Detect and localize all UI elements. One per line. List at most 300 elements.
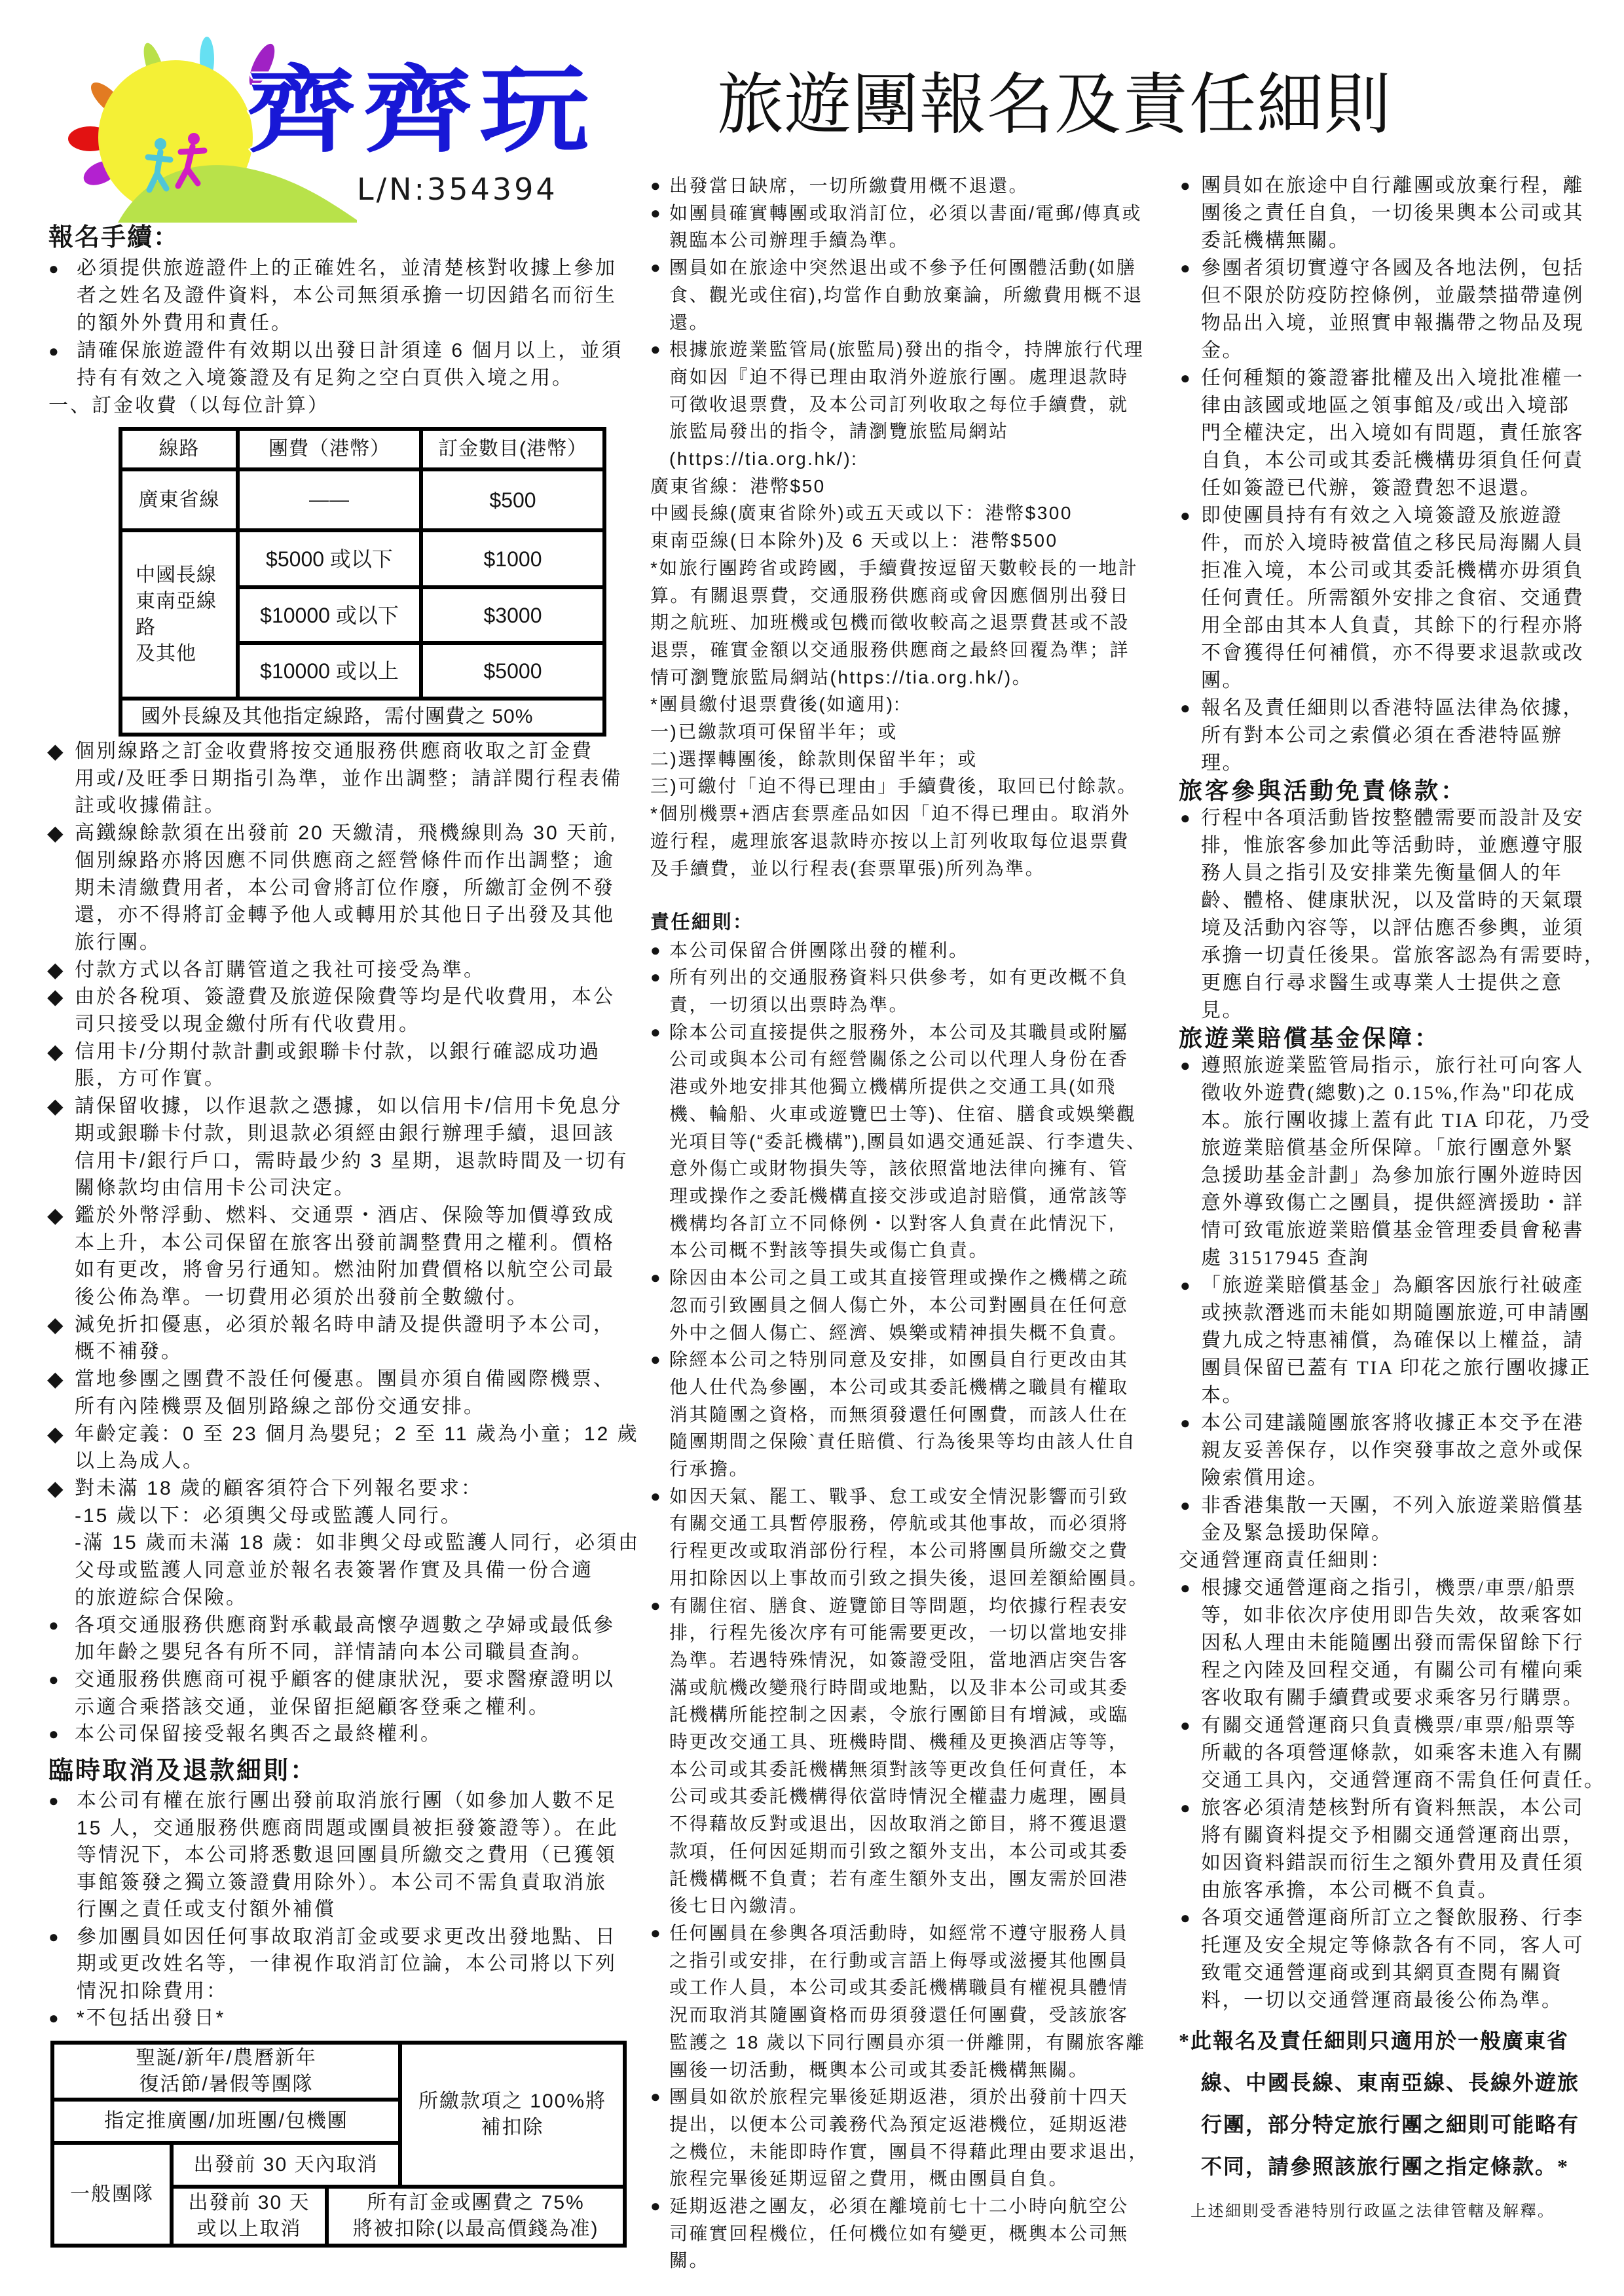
text-line: 個別線路之訂金收費將按交通服務供應商收取之訂金費 <box>75 740 593 762</box>
item-text <box>650 964 1174 1018</box>
item-text <box>650 172 1174 200</box>
item-text <box>1180 365 1619 502</box>
text-line: 程之內陸及回程交通，有關公司有權向乘 <box>1201 1660 1584 1681</box>
item-text <box>48 255 625 337</box>
list-item <box>1180 365 1619 502</box>
diamond-bullet-icon: ◆ <box>47 1421 65 1446</box>
text-line: 致電交通營運商或到其網頁查閱有關資 <box>1201 1962 1563 1984</box>
text-line: 一)已繳款項可保留半年；或 <box>650 721 898 742</box>
list-item <box>48 2005 625 2032</box>
list-item <box>650 1019 1174 1264</box>
text-line: 險索償用途。 <box>1201 1467 1329 1489</box>
table-cell <box>238 530 421 587</box>
text-line: 期未清繳費用者，本公司會將訂位作廢，所繳訂金例不發 <box>75 877 615 899</box>
dot-bullet-icon: ● <box>650 202 663 223</box>
list-item <box>48 1787 625 1923</box>
list-item <box>48 820 625 957</box>
closing-note-line: *此報名及責任細則只適用於一般廣東省 <box>1179 2029 1570 2052</box>
text-line: 承擔一切責任後果。當旅客認為有需要時， <box>1201 945 1606 966</box>
text-line: 自負，本公司或其委託機構毋須負任何責 <box>1201 450 1584 471</box>
text-line: 根據交通營運商之指引，機票/車票/船票 <box>1201 1577 1578 1599</box>
list-item <box>1180 1492 1619 1547</box>
text-line: 本公司保留合併團隊出發的權利。 <box>669 939 969 960</box>
text-line: 信用卡/銀行戶口，需時最少約 3 星期，退款時間及一切有 <box>75 1150 629 1172</box>
table-cell <box>400 2043 625 2187</box>
table-cell <box>172 2187 327 2246</box>
dot-bullet-icon: ● <box>650 939 663 960</box>
list-item <box>48 1038 625 1093</box>
item-text <box>48 1311 625 1366</box>
overseas-deposit-rule: 國外長線及其他指定線路，需付團費之 50% <box>141 705 534 727</box>
text-line: *團員繳付退票費後(如適用): <box>650 694 901 715</box>
text-line: 如因資料錯誤而衍生之額外費用及責任須 <box>1201 1852 1584 1874</box>
text-line: 必須提供旅遊證件上的正確姓名，並清楚核對收據上參加 <box>77 257 617 279</box>
list-item <box>1180 1272 1619 1410</box>
diamond-bullet-icon: ◆ <box>47 739 65 763</box>
table-cell <box>238 643 421 699</box>
section-heading: 旅客參與活動免責條款： <box>1179 777 1467 804</box>
item-text <box>1180 1795 1619 1904</box>
text-line: 交通工具內，交通營運商不需負任何責任。 <box>1201 1770 1606 1791</box>
dot-bullet-icon: ● <box>48 1614 61 1635</box>
text-line: 光項目等(“委託機構”),團員如遇交通延誤、行李遺失、 <box>669 1131 1147 1152</box>
text-line: 年齡定義：0 至 23 個月為嬰兒；2 至 11 歲為小童；12 歲 <box>75 1423 639 1445</box>
text-line: 旅程完畢後延期逗留之費用，概由團員自負。 <box>669 2168 1069 2189</box>
text-line: 團後一切活動，概輿本公司或其委託機構無關。 <box>669 2059 1089 2080</box>
closing-note-line: 不同，請參照該旅行團之指定條款。* <box>1201 2155 1570 2178</box>
text-line: 付款方式以各訂購管道之我社可接受為準。 <box>75 958 485 981</box>
text-line: 廣東省線：港幣$50 <box>650 475 826 496</box>
text-line: 意外導致傷亡之團員，提供經濟援助・詳 <box>1201 1192 1584 1214</box>
list-item <box>48 1721 625 1748</box>
text-line: 隨團期間之保險`責任賠償、行為後果等均由該人仕自 <box>669 1431 1137 1452</box>
route-line: 路 <box>136 616 156 638</box>
list-item <box>48 738 625 820</box>
text-line: 外中之個人傷亡、經濟、娛樂或精神損失概不負責。 <box>669 1322 1129 1343</box>
list-item <box>650 336 1174 473</box>
text-line: 團員如欲於旅程完畢後延期返港，須於出發前十四天 <box>669 2086 1129 2107</box>
text-line: 理或操作之委託機構直接交涉或追討賠償，通常該等 <box>669 1186 1129 1206</box>
text-line: 高鐵線餘款須在出發前 20 天繳清，飛機線則為 30 天前, <box>75 822 618 845</box>
text-line: 二)選擇轉團後，餘款則保留半年；或 <box>650 748 978 769</box>
item-text <box>1180 255 1619 365</box>
text-line: 的額外外費用和責任。 <box>77 312 293 334</box>
text-line: 將有關資料提交予相關交通營運商出票， <box>1201 1825 1584 1846</box>
text-line: 商如因『迫不得已理由取消外遊旅行團。處理退款時 <box>669 366 1129 387</box>
text-line: 門全權決定，出入境如有問題，責任旅客 <box>1201 422 1584 444</box>
text-line: 除經本公司之特別同意及安排，如團員自行更改由其 <box>669 1349 1129 1370</box>
text-line: 機構均各訂立不同條例・以對客人負責在此情況下, <box>669 1212 1116 1233</box>
text-line: 因私人理由未能隨團出發而需保留餘下行 <box>1201 1632 1584 1654</box>
text-line: 減免折扣優惠，必須於報名時申請及提供證明予本公司， <box>75 1313 615 1336</box>
text-line: 旅遊業賠償基金所保障。「旅行團意外緊 <box>1201 1137 1574 1159</box>
registration-section <box>48 221 625 420</box>
text-line: 任何團員在參輿各項活動時，如經常不遵守服務人員 <box>669 1922 1129 1943</box>
text-line: 客收取有關手續費或要求乘客另行購票。 <box>1201 1687 1584 1709</box>
over-30-days-line: 或以上取消 <box>196 2218 302 2240</box>
text-line: 所有內陸機票及個別路線之部份交通安排。 <box>75 1395 485 1417</box>
text-line: 任何責任。所需額外安排之食宿、交通費 <box>1201 587 1584 609</box>
text-line: 用全部由其本人負責，其餘下的行程亦將 <box>1201 615 1584 636</box>
item-text <box>1180 805 1619 1025</box>
text-line: 司只接受以現金繳付所有代收費用。 <box>75 1013 420 1036</box>
text-line: 如有更改，將會另行通知。燃油附加費價格以航空公司最 <box>75 1259 615 1281</box>
text-line: 或工作人員，本公司或其委託機構職員有權視具體情 <box>669 1977 1129 1998</box>
text-line: 父母或監護人同意並於報名表簽署作實及具備一份合適 <box>75 1559 593 1582</box>
list-item <box>650 2083 1174 2193</box>
text-line: 團後之責任自負，一切後果輿本公司或其 <box>1201 202 1584 224</box>
text-line: 請確保旅遊證件有效期以出發日計須達 6 個月以上，並須 <box>77 340 623 361</box>
text-line: 有關交通工具暫停服務，停航或其他事故，而必須將 <box>669 1513 1129 1534</box>
item-text <box>650 1019 1174 1264</box>
text-line: 三)可繳付「迫不得已理由」手續費後，取回已付餘款。 <box>650 776 1137 797</box>
text-line: 以上為成人。 <box>75 1450 204 1472</box>
over-30-days-charge-line: 將被扣除(以最高價錢為准) <box>352 2218 599 2240</box>
dot-bullet-icon: ● <box>650 1485 663 1506</box>
text-line: 情可致電旅遊業賠償基金管理委員會秘書 <box>1201 1220 1584 1241</box>
text-line: 司確實回程機位，任何機位如有變更，概輿本公司無 <box>669 2223 1129 2244</box>
dot-bullet-icon: ● <box>48 1669 61 1689</box>
text-line: 由旅客承擔，本公司概不負責。 <box>1201 1880 1499 1901</box>
text-line: 本公司建議隨團旅客將收據正本交予在港 <box>1201 1412 1584 1434</box>
text-line: 拒准入境，本公司或其委託機構亦毋須負 <box>1201 560 1584 581</box>
text-line: 交通服務供應商可視乎顧客的健康狀況，要求醫療證明以 <box>75 1668 615 1690</box>
text-line: 團員如在旅途中突然退出或不參予任何團體活動(如膳 <box>669 257 1137 278</box>
item-text <box>650 1592 1174 1920</box>
dot-bullet-icon: ● <box>1180 1798 1192 1817</box>
text-paragraph <box>48 392 625 420</box>
item-text <box>48 2005 625 2032</box>
text-line: 者之姓名及證件資料，本公司無須承擔一切因錯名而衍生 <box>77 285 617 306</box>
item-text <box>48 1721 625 1748</box>
table-cell <box>120 469 238 530</box>
text-line: 脹，方可作實。 <box>75 1068 226 1090</box>
section-heading: 臨時取消及退款細則： <box>48 1757 318 1785</box>
diamond-bullet-icon: ◆ <box>47 1367 65 1391</box>
table-cell <box>238 587 421 643</box>
tier-deposit: $5000 <box>483 659 542 683</box>
over-30-days-line: 出發前 30 天 <box>188 2192 310 2214</box>
text-line: 等，如非依次序使用即告失效，故乘客如 <box>1201 1605 1584 1626</box>
text-line: 概不補發。 <box>75 1341 183 1363</box>
text-line: 託機構概不負責；若有產生額外支出，團友需於回港 <box>669 1868 1129 1889</box>
section-heading: 報名手續： <box>48 224 180 251</box>
item-text <box>48 1366 625 1420</box>
section-heading: 責任細則： <box>650 911 754 933</box>
dot-bullet-icon: ● <box>1180 1276 1192 1295</box>
text-line: 或挾款潛逃而未能如期隨團旅遊,可申請團 <box>1201 1302 1591 1324</box>
text-paragraph <box>650 473 1174 883</box>
text-line: 消其隨團之資格，而無須發還任何團費，而該人仕在 <box>669 1404 1129 1425</box>
item-text <box>1180 1492 1619 1547</box>
holiday-groups-line: 聖誕/新年/農曆新年 <box>136 2047 317 2069</box>
text-line: 見。 <box>1201 1000 1244 1021</box>
section-heading: 旅遊業賠償基金保障： <box>1179 1025 1441 1051</box>
text-line: 不得藉故反對或退出，因故取消之節目，將不獲退還 <box>669 1813 1129 1834</box>
text-line: 責，一切須以出票時為準。 <box>669 994 910 1015</box>
text-line: 提出，以便本公司義務代為預定返港機位，延期返港 <box>669 2113 1129 2134</box>
fee-guangdong: —— <box>309 488 350 511</box>
text-line: 對未滿 18 歲的顧客須符合下列報名要求： <box>75 1477 483 1499</box>
text-line: 關。 <box>669 2250 710 2271</box>
closing-note-line: 線、中國長線、東南亞線、長線外遊旅 <box>1201 2071 1580 2094</box>
table-cell <box>52 2100 400 2143</box>
text-line: 物品出入境，並照實申報攜帶之物品及現 <box>1201 312 1584 334</box>
table-header-cell <box>421 429 604 469</box>
table-cell <box>327 2187 625 2246</box>
text-line: 排，行程先後次序有可能需要更改，一切以當地安排 <box>669 1622 1129 1643</box>
text-line: 所載的各項營運條款，如乘客未進入有關 <box>1201 1742 1584 1764</box>
text-line: 件，而於入境時被當值之移民局海關人員 <box>1201 532 1584 554</box>
text-line: 監護之 18 歲以下同行團員亦須一併離開，有關旅客離 <box>669 2032 1146 2052</box>
dot-bullet-icon: ● <box>650 1021 663 1042</box>
text-line: 為準。若遇特殊情況，如簽證受阻，當地酒店突告客 <box>669 1649 1129 1670</box>
diamond-bullet-icon: ◆ <box>47 957 65 981</box>
license-number: L/N:354394 <box>357 172 558 207</box>
list-item <box>650 1920 1174 2083</box>
text-line: 期或銀聯卡付款，則退款必須經由銀行辦理手續，退回該 <box>75 1122 615 1144</box>
dot-bullet-icon: ● <box>1180 1908 1192 1927</box>
text-line: 托運及安全規定等條款各有不同，客人可 <box>1201 1935 1584 1956</box>
list-item <box>48 1366 625 1420</box>
item-text <box>48 1202 625 1311</box>
closing-note <box>1179 2020 1619 2187</box>
text-line: 如因天氣、罷工、戰爭、怠工或安全情況影響而引致 <box>669 1485 1129 1506</box>
text-line: 參加團員如因任何事故取消訂金或要求更改出發地點、日 <box>77 1925 617 1948</box>
list-item <box>650 2193 1174 2274</box>
text-line: 當地參團之團費不設任何優惠。團員亦須自備國際機票、 <box>75 1368 615 1391</box>
text-line: 個別線路亦將因應不同供應商之經營條件而作出調整；逾 <box>75 849 615 871</box>
terms-column-3 <box>1180 172 1619 2014</box>
full-forfeit-line: 補扣除 <box>481 2117 544 2138</box>
text-line: 急援助基金計劃」為參加旅行團外遊時因 <box>1201 1165 1584 1186</box>
text-line: 可徵收退票費，及本公司訂列收取之每位手續費，就 <box>669 393 1129 414</box>
dot-bullet-icon: ● <box>650 1595 663 1615</box>
text-line: 更應自行尋求醫生或專業人士提供之意 <box>1201 972 1563 994</box>
list-item <box>48 957 625 984</box>
text-line: 延期返港之團友，必須在離境前七十二小時向航空公 <box>669 2196 1129 2217</box>
text-line: 本上升，本公司保留在旅客出發前調整費用之權利。價格 <box>75 1231 615 1254</box>
list-item <box>48 1202 625 1311</box>
item-text <box>1180 1575 1619 1712</box>
general-groups: 一般團隊 <box>70 2183 154 2205</box>
text-line: 本。旅行團收據上蓋有此 TIA 印花，乃受 <box>1201 1110 1591 1131</box>
text-line: 託機構所能控制之因素，令旅行團節目有增減，或臨 <box>669 1704 1129 1725</box>
item-text <box>48 1475 640 1612</box>
text-line: 的旅遊綜合保險。 <box>75 1586 248 1609</box>
text-line: 情可瀏覽旅監局網站(https://tia.org.hk/)。 <box>650 666 1033 687</box>
text-line: 務人員之指引及安排業先衡量個人的年 <box>1201 862 1563 884</box>
list-item <box>1180 255 1619 365</box>
text-line: 委託機構無關。 <box>1201 230 1350 251</box>
text-line: 律由該國或地區之領事館及/或出入境部 <box>1201 395 1570 416</box>
over-30-days-charge-line: 所有訂金或團費之 75% <box>367 2192 585 2214</box>
text-line: 本公司或其委託機構無須對該等更改負任何責任，本 <box>669 1758 1129 1779</box>
text-line: 非香港集散一天團，不列入旅遊業賠償基 <box>1201 1495 1584 1516</box>
table-cell <box>421 643 604 699</box>
dot-bullet-icon: ● <box>650 1349 663 1370</box>
text-line: 之機位，未能即時作實，團員不得藉此理由要求退出， <box>669 2141 1149 2162</box>
list-item <box>1180 1904 1619 2014</box>
dot-bullet-icon: ● <box>48 1926 61 1946</box>
dot-bullet-icon: ● <box>650 339 663 359</box>
list-item <box>1180 1410 1619 1492</box>
text-line: 時更改交通工具、班機時間、機種及更換酒店等等， <box>669 1732 1129 1753</box>
dot-bullet-icon: ● <box>1180 1413 1192 1432</box>
terms-column-2 <box>650 172 1174 2274</box>
text-line: *個別機票+酒店套票產品如因「迫不得已理由。取消外 <box>650 803 1131 824</box>
list-item <box>1180 172 1619 255</box>
item-text <box>48 1612 625 1666</box>
text-line: 期之航班、加班機或包機而徵收較高之退票費甚或不設 <box>650 612 1130 633</box>
text-line: (https://tia.org.hk/): <box>669 448 858 469</box>
jurisdiction-footer: 上述細則受香港特別行政區之法律管轄及解釋。 <box>1190 2202 1555 2220</box>
deposit-guangdong: $500 <box>489 488 536 512</box>
dot-bullet-icon: ● <box>1180 809 1192 828</box>
dot-bullet-icon: ● <box>1180 1496 1192 1515</box>
deposit-table <box>119 427 606 737</box>
list-item <box>1180 695 1619 777</box>
text-line: 本公司保留接受報名輿否之最終權利。 <box>75 1723 442 1745</box>
list-item <box>650 172 1174 200</box>
text-line: 除本公司直接提供之服務外，本公司及其職員或附屬 <box>669 1021 1129 1042</box>
text-line: 忽而引致團員之個人傷亡外，本公司對團員在任何意 <box>669 1294 1129 1315</box>
list-item <box>48 255 625 337</box>
item-text <box>650 336 1174 473</box>
table-header-cell <box>238 429 421 469</box>
item-text <box>1180 172 1619 255</box>
diamond-bullet-icon: ◆ <box>47 1039 65 1063</box>
route-line: 東南亞線 <box>136 590 217 612</box>
item-text <box>650 1346 1174 1483</box>
table-cell <box>238 469 421 530</box>
text-line: 本公司概不對該等損失或傷亡負責。 <box>669 1240 989 1261</box>
table-cell <box>421 530 604 587</box>
text-line: 即使團員持有有效之入境簽證及旅遊證 <box>1201 505 1563 526</box>
text-line: 用扣除因以上事故而引致之損失後，退回差額給團員。 <box>669 1567 1149 1588</box>
tier-fee: $10000 或以下 <box>260 603 399 627</box>
table-cell <box>52 2043 400 2100</box>
item-text <box>650 1920 1174 2083</box>
dot-bullet-icon: ● <box>1180 176 1192 195</box>
text-line: 「旅遊業賠償基金」為顧客因旅行社破產 <box>1201 1275 1584 1296</box>
text-line: 理。 <box>1201 752 1244 774</box>
dot-bullet-icon: ● <box>48 341 61 361</box>
list-item <box>1180 1795 1619 1904</box>
text-line: 本公司有權在旅行團出發前取消旅行團（如參加人數不足 <box>77 1790 617 1812</box>
table-footer-cell <box>120 699 604 735</box>
item-text <box>1180 695 1619 777</box>
text-line: 金。 <box>1201 340 1244 361</box>
text-line: *如旅行團跨省或跨國，手續費按逗留天數較長的一地計 <box>650 557 1139 578</box>
dot-bullet-icon: ● <box>48 2008 61 2028</box>
dot-bullet-icon: ● <box>1180 1716 1192 1735</box>
item-text <box>48 337 625 392</box>
text-line: 除因由本公司之員工或其直接管理或操作之機構之疏 <box>669 1267 1129 1288</box>
text-line: 由於各稅項、簽證費及旅遊保險費等均是代收費用，本公 <box>75 986 615 1008</box>
diamond-bullet-icon: ◆ <box>47 1312 65 1336</box>
dot-bullet-icon: ● <box>1180 699 1192 718</box>
text-line: 團員如在旅途中自行離團或放棄行程，離 <box>1201 175 1584 196</box>
text-line: 報名及責任細則以香港特區法律為依據， <box>1201 697 1584 719</box>
dot-bullet-icon: ● <box>1180 259 1192 278</box>
text-line: 鑑於外幣浮動、燃料、交通票・酒店、保險等加價導致成 <box>75 1204 615 1226</box>
list-item <box>1180 1575 1619 1712</box>
cancellation-section <box>48 1755 625 2032</box>
list-item <box>1180 805 1619 1025</box>
text-line: 行程更改或取消部份行程，本公司將團員所繳交之費 <box>669 1540 1129 1561</box>
text-line: 參團者須切實遵守各國及各地法例，包括 <box>1201 257 1584 279</box>
text-line: 處 31517945 查詢 <box>1201 1247 1370 1269</box>
dot-bullet-icon: ● <box>48 259 61 278</box>
list-item <box>48 983 625 1038</box>
list-item <box>650 964 1174 1018</box>
text-line: 所有對本公司之索償必須在香港特區辦 <box>1201 725 1563 746</box>
route-guangdong: 廣東省線 <box>138 488 220 511</box>
text-line: 親友妥善保存，以作突發事故之意外或保 <box>1201 1440 1584 1461</box>
list-item <box>650 254 1174 336</box>
text-line: 之指引或安排，在行動或言語上侮辱或滋擾其他團員 <box>669 1950 1129 1971</box>
text-line: 意外傷亡或財物損失等，該依照當地法律向擁有、管 <box>669 1158 1129 1179</box>
dot-bullet-icon: ● <box>650 967 663 987</box>
text-line: 有關交通營運商只負責機票/車票/船票等 <box>1201 1715 1578 1736</box>
text-line: 公司或與本公司有經營關係之公司以代理人身份在香 <box>669 1049 1129 1070</box>
diamond-bullet-icon: ◆ <box>47 985 65 1009</box>
item-text <box>48 1093 629 1202</box>
table-header-cell <box>120 429 238 469</box>
text-line: 本。 <box>1201 1385 1244 1406</box>
text-line: 中國長線(廣東省除外)或五天或以下：港幣$300 <box>650 503 1073 524</box>
item-text <box>1180 1904 1619 2014</box>
dot-bullet-icon: ● <box>650 1922 663 1942</box>
item-text <box>1180 1052 1619 1272</box>
text-line: -滿 15 歲而未滿 18 歲：如非輿父母或監護人同行，必須由 <box>75 1532 640 1554</box>
route-line: 中國長線 <box>136 564 217 586</box>
item-text <box>650 1483 1174 1592</box>
text-line: 所有列出的交通服務資料只供參考，如有更改概不負 <box>669 967 1129 988</box>
text-line: 旅行團。 <box>75 931 161 953</box>
text-line: 機、輪船、火車或遊覽巴士等)、住宿、膳食或娛樂觀 <box>669 1103 1137 1124</box>
item-text <box>48 957 625 984</box>
header-deposit: 訂金數目(港幣） <box>438 438 587 460</box>
closing-note-line: 行團，部分特定旅行團之細則可能略有 <box>1201 2113 1580 2136</box>
route-line: 及其他 <box>136 642 196 665</box>
dot-bullet-icon: ● <box>1180 506 1192 525</box>
table-cell <box>172 2143 400 2187</box>
text-line: 任何種類的簽證審批權及出入境批准權一 <box>1201 367 1584 389</box>
text-line: 行承擔。 <box>669 1459 750 1480</box>
text-line: 退票，確實金額以交通服務供應商之最終回覆為準；詳 <box>650 639 1130 660</box>
text-line: 加年齡之嬰兒各有所不同，詳情請向本公司職員查詢。 <box>75 1641 593 1664</box>
item-text <box>48 392 625 420</box>
text-line: 關條款均由信用卡公司決定。 <box>75 1177 356 1199</box>
item-text <box>650 2193 1174 2274</box>
item-text <box>48 1666 625 1721</box>
text-line: 還，亦不得將訂金轉予他人或轉用於其他日子出發及其他 <box>75 904 615 926</box>
tier-deposit: $3000 <box>483 603 542 627</box>
table-cell <box>52 2143 172 2246</box>
tier-fee: $5000 或以下 <box>266 547 393 571</box>
text-line: 15 人，交通服務供應商問題或團員被拒發簽證等）。在此 <box>77 1817 619 1839</box>
table-cell <box>421 587 604 643</box>
text-line: 團員保留已蓋有 TIA 印花之旅行團收據正 <box>1201 1357 1591 1379</box>
text-line: 徵收外遊費(總數)之 0.15%,作為"印花成 <box>1201 1082 1576 1104</box>
dot-bullet-icon: ● <box>1180 1056 1192 1075</box>
text-line: 後七日內繳清。 <box>669 1895 809 1916</box>
list-item <box>48 1923 625 2005</box>
text-line: 費九成之特惠補償，為確保以上權益，請 <box>1201 1330 1584 1351</box>
table-cell-route-group <box>120 530 238 699</box>
